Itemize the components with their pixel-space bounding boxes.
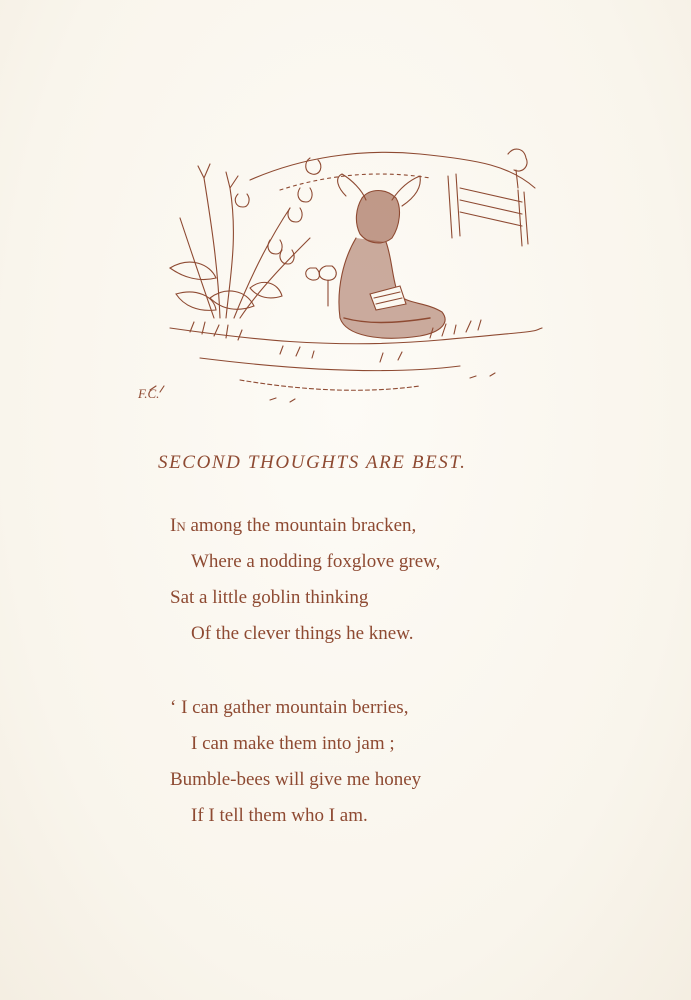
fence [448, 174, 528, 246]
poem-line: ‘ I can gather mountain berries, [170, 697, 409, 718]
poem-line: I can make them into jam ; [191, 733, 395, 754]
poem-line: Sat a little goblin thinking [170, 587, 369, 608]
goblin-illustration [130, 118, 550, 418]
poem-line [170, 508, 590, 544]
poem-line-text: among the mountain bracken, [185, 515, 417, 536]
artist-signature: F.C. [138, 386, 160, 401]
drop-word: In [170, 515, 186, 536]
poem-title: SECOND THOUGHTS ARE BEST. [158, 452, 467, 473]
stanza-2 [170, 690, 590, 834]
leaves [170, 262, 282, 310]
poem-line: Where a nodding foxglove grew, [191, 551, 441, 572]
poem-line: Of the clever things he knew. [191, 623, 414, 644]
poem-line: Bumble-bees will give me honey [170, 769, 422, 790]
stanza-1 [170, 508, 590, 652]
goblin-figure [338, 174, 445, 338]
hill-line [250, 152, 535, 188]
poem-line: If I tell them who I am. [191, 805, 368, 826]
